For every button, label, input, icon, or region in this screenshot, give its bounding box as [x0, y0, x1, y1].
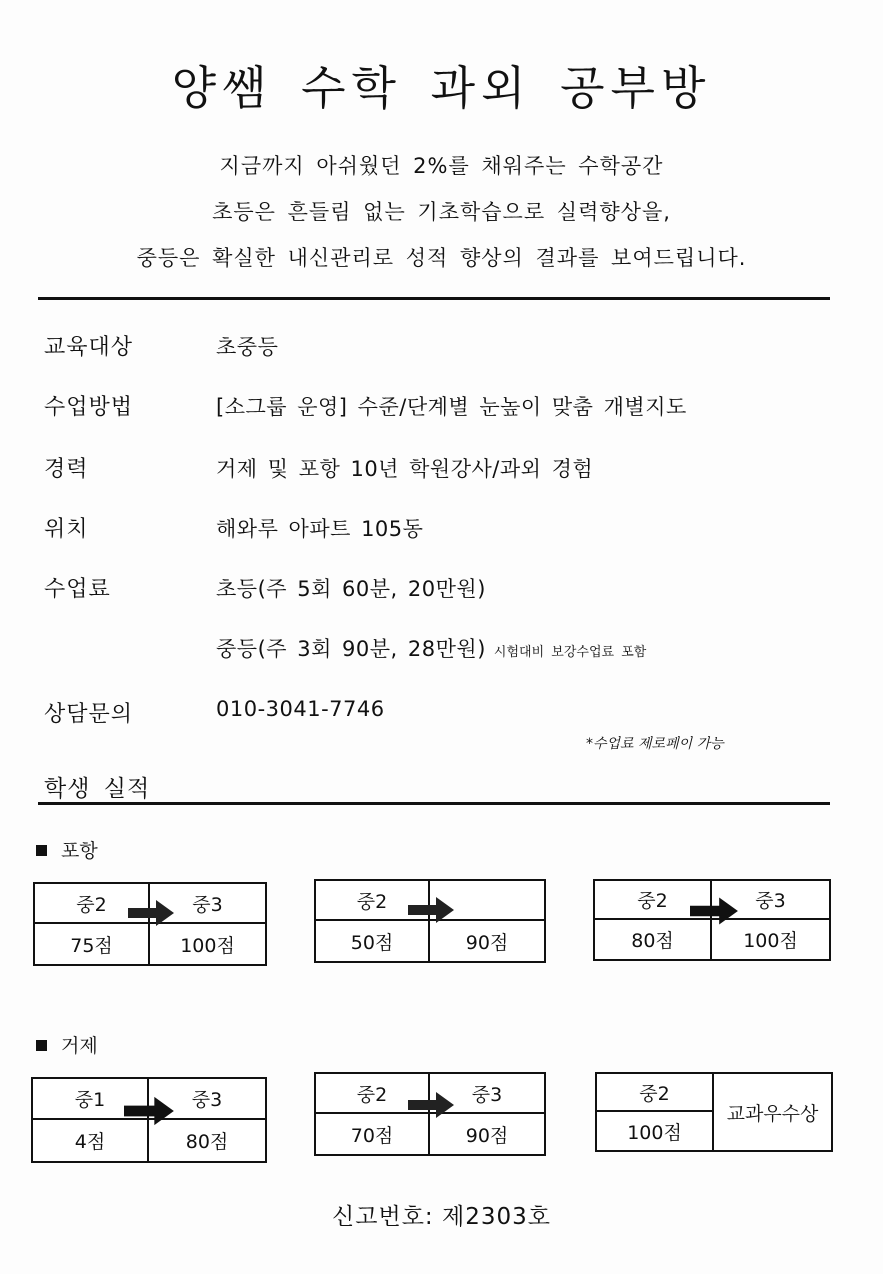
- to-score: 90점: [465, 1124, 509, 1147]
- contact-value: 010-3041-7746: [216, 697, 385, 721]
- from-grade: 중2: [595, 881, 712, 920]
- career-value: 거제 및 포항 10년 학원강사/과외 경험: [216, 457, 594, 481]
- target-label: 교육대상: [44, 335, 134, 360]
- fee-middle: 중등(주 3회 90분, 28만원): [216, 637, 486, 661]
- intro-line-1: 지금까지 아쉬웠던 2%를 채워주는 수학공간: [219, 154, 664, 178]
- to-grade: 중3: [712, 881, 829, 920]
- arrow-right-icon: [128, 898, 176, 928]
- target-value: 초중등: [216, 335, 279, 359]
- bullet-square-icon: [36, 845, 47, 856]
- from-grade: 중2: [316, 881, 430, 921]
- region-geoje: [36, 1031, 98, 1058]
- contact-label: 상담문의: [44, 702, 134, 727]
- to-score: 90점: [465, 931, 509, 954]
- intro-line-3: 중등은 확실한 내신관리로 성적 향상의 결과를 보여드립니다.: [136, 246, 747, 270]
- fee-middle-row: [216, 633, 646, 663]
- from-grade: 중2: [597, 1074, 714, 1112]
- to-score: 80점: [185, 1131, 229, 1153]
- career-label: 경력: [44, 457, 89, 482]
- fee-elementary: 초등(주 5회 60분, 20만원): [216, 577, 486, 601]
- from-grade: 중2: [35, 884, 150, 924]
- region-geoje-label: 거제: [61, 1035, 98, 1057]
- from-score: 50점: [316, 921, 430, 961]
- top-divider: [38, 297, 830, 300]
- region-pohang-label: 포항: [61, 840, 98, 862]
- from-score: 4점: [33, 1120, 149, 1161]
- from-score: 80점: [595, 920, 712, 959]
- from-grade: 중2: [316, 1074, 430, 1114]
- from-score: 100점: [597, 1112, 714, 1150]
- to-grade: 중3: [150, 884, 265, 924]
- zeropay-note: *수업료 제로페이 가능: [586, 736, 724, 752]
- method-label: 수업방법: [44, 395, 134, 420]
- fee-middle-note: 시험대비 보강수업료 포함: [493, 645, 647, 660]
- location-value: 해와루 아파트 105동: [216, 517, 424, 541]
- page-title: 양쌤 수학 과외 공부방: [171, 61, 712, 115]
- to-score: 100점: [180, 934, 235, 957]
- results-divider: [38, 802, 830, 805]
- fee-label: 수업료: [44, 577, 111, 602]
- result-card-award: [595, 1072, 833, 1152]
- arrow-right-icon: [408, 895, 456, 925]
- to-grade: 중3: [149, 1079, 265, 1120]
- from-grade: 중1: [33, 1079, 149, 1120]
- to-grade: 중3: [430, 1074, 544, 1114]
- method-value: [소그룹 운영] 수준/단계별 눈높이 맞춤 개별지도: [216, 395, 687, 419]
- from-score: 75점: [35, 924, 150, 964]
- location-label: 위치: [44, 517, 89, 542]
- to-score: 100점: [743, 930, 798, 952]
- award-text: 교과우수상: [726, 1102, 819, 1125]
- registration-number: 신고번호: 제2303호: [332, 1204, 551, 1230]
- from-score: 70점: [316, 1114, 430, 1154]
- region-pohang: [36, 836, 98, 863]
- bullet-square-icon: [36, 1040, 47, 1051]
- arrow-right-icon: [408, 1090, 456, 1120]
- arrow-right-icon: [124, 1094, 176, 1128]
- results-title: 학생 실적: [44, 776, 151, 802]
- intro-line-2: 초등은 흔들림 없는 기초학습으로 실력향상을,: [212, 200, 671, 224]
- arrow-right-icon: [690, 895, 740, 927]
